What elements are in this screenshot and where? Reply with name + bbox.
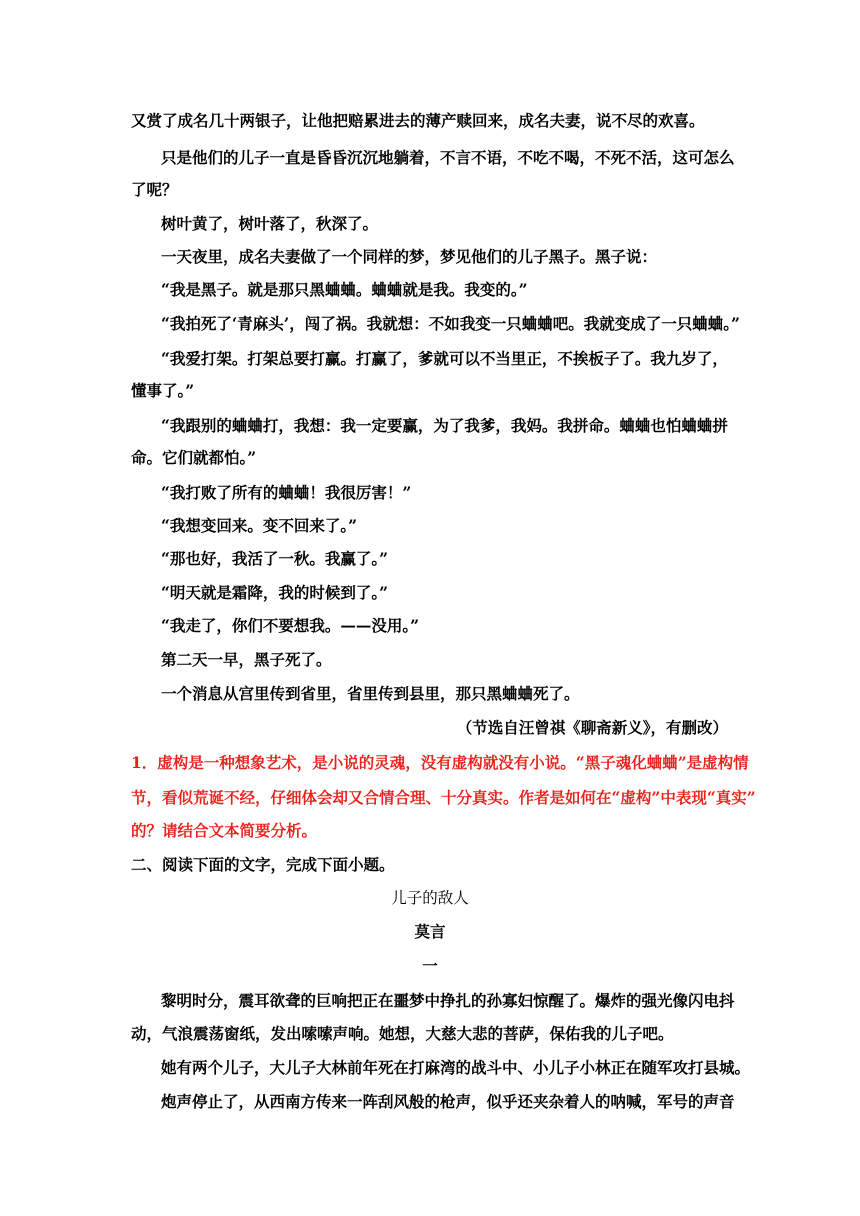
text-line: “我爱打架。打架总要打赢。打赢了，爹就可以不当里正，不挨板子了。我九岁了， bbox=[161, 349, 728, 368]
text-line: “我走了，你们不要想我。——没用。” bbox=[161, 616, 420, 635]
text-line: 又赏了成名几十两银子，让他把赔累进去的薄产赎回来，成名夫妻，说不尽的欢喜。 bbox=[131, 111, 705, 130]
text-line: “那也好，我活了一秋。我赢了。” bbox=[161, 549, 389, 568]
section-heading: 二、阅读下面的文字，完成下面小题。 bbox=[131, 855, 395, 874]
part-number: 一 bbox=[422, 956, 438, 975]
text-line: 一天夜里，成名夫妻做了一个同样的梦，梦见他们的儿子黑子。黑子说： bbox=[161, 247, 658, 266]
story-paragraph-line: 她有两个儿子，大儿子大林前年死在打麻湾的战斗中、小儿子小林正在随军攻打县城。 bbox=[161, 1058, 751, 1077]
text-line: “明天就是霜降，我的时候到了。” bbox=[161, 583, 389, 602]
story-author: 莫言 bbox=[414, 922, 446, 941]
story-title: 儿子的敌人 bbox=[391, 889, 469, 907]
text-line: “我拍死了‘青麻头’，闯了祸。我就想：不如我变一只蛐蛐吧。我就变成了一只蛐蛐。” bbox=[161, 314, 740, 333]
text-line: 命。它们就都怕。” bbox=[131, 448, 257, 467]
story-paragraph-line: 炮声停止了，从西南方传来一阵刮风般的枪声，似乎还夹杂着人的呐喊，军号的声音 bbox=[161, 1092, 735, 1111]
text-line: 树叶黄了，树叶落了，秋深了。 bbox=[161, 214, 379, 233]
text-line: 一个消息从宫里传到省里，省里传到县里，那只黑蛐蛐死了。 bbox=[161, 684, 580, 703]
text-line: 了呢？ bbox=[131, 180, 178, 199]
text-line: “我是黑子。就是那只黑蛐蛐。蛐蛐就是我。我变的。” bbox=[161, 280, 528, 299]
story-paragraph-line: 黎明时分，震耳欲聋的巨响把正在噩梦中挣扎的孙寡妇惊醒了。爆炸的强光像闪电抖 bbox=[161, 991, 735, 1010]
text-line: “我跟别的蛐蛐打，我想：我一定要赢，为了我爹，我妈。我拼命。蛐蛐也怕蛐蛐拼 bbox=[161, 416, 728, 435]
question-line: 节，看似荒诞不经，仔细体会却又合情合理、十分真实。作者是如何在“虚构”中表现“真实” bbox=[131, 788, 756, 807]
source-note: （节选自汪曾祺《聊斋新义》，有删改） bbox=[456, 718, 728, 737]
text-line: “我打败了所有的蛐蛐！我很厉害！” bbox=[161, 483, 412, 502]
text-line: 只是他们的儿子一直是昏昏沉沉地躺着，不言不语，不吃不喝，不死不活，这可怎么 bbox=[161, 148, 735, 167]
text-line: “我想变回来。变不回来了。” bbox=[161, 516, 358, 535]
text-line: 第二天一早，黑子死了。 bbox=[161, 650, 332, 669]
question-line: 1．虚构是一种想象艺术，是小说的灵魂，没有虚构就没有小说。“黑子魂化蛐蛐”是虚构情 bbox=[131, 753, 749, 772]
question-line: 的？请结合文本简要分析。 bbox=[131, 821, 318, 840]
text-line: 懂事了。” bbox=[131, 381, 195, 400]
story-paragraph-line: 动，气浪震荡窗纸，发出嗦嗦声响。她想，大慈大悲的菩萨，保佑我的儿子吧。 bbox=[131, 1024, 674, 1043]
